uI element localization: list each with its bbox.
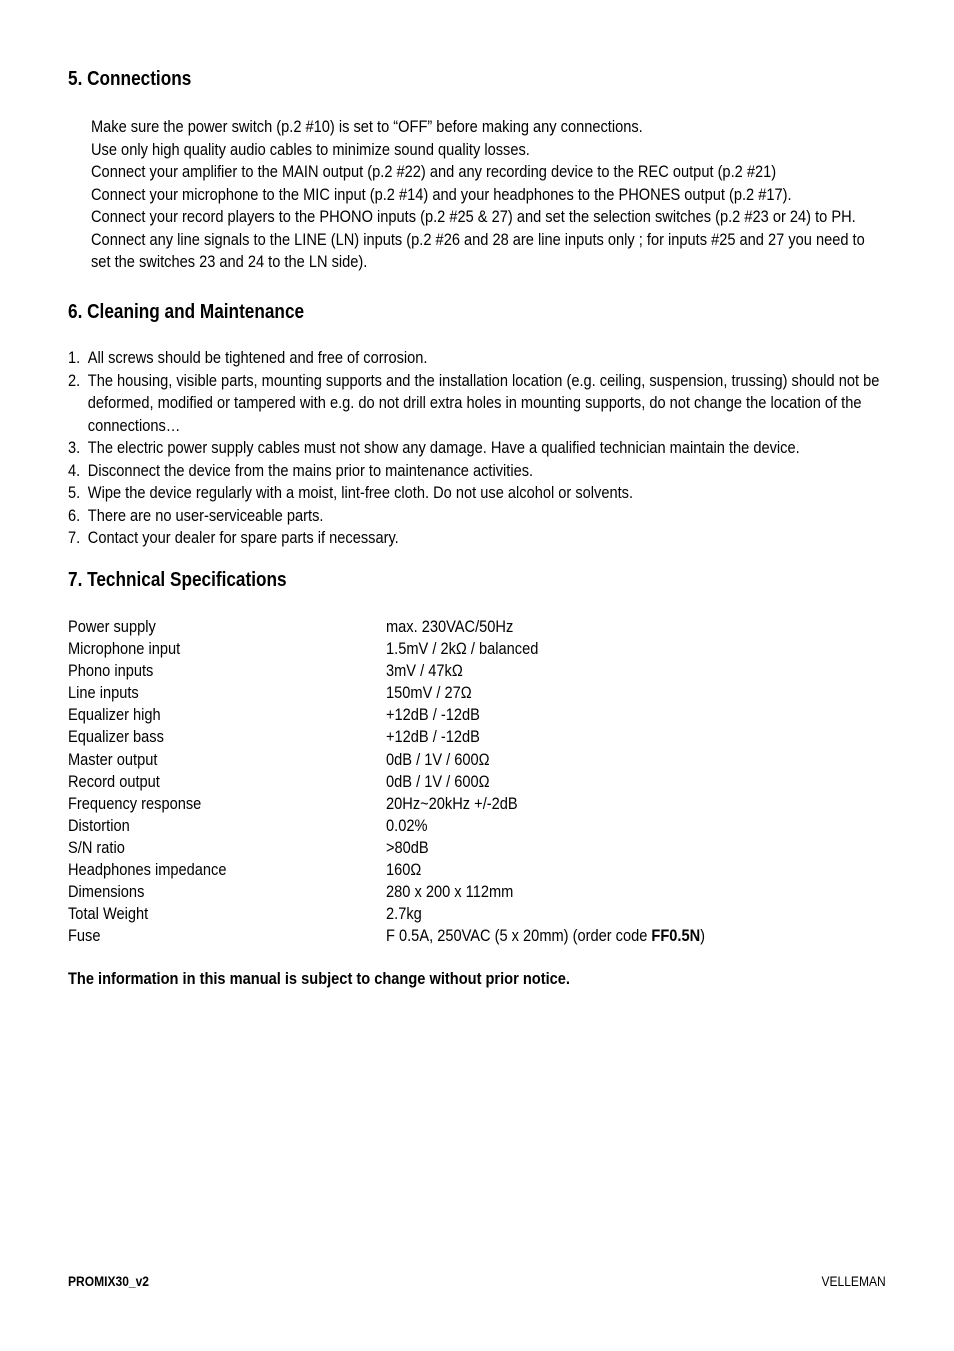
spec-value: 2.7kg: [386, 904, 422, 924]
change-notice: The information in this manual is subject to change without prior notice.: [68, 969, 570, 988]
spec-value-fuse: [386, 925, 705, 947]
spec-value: 280 x 200 x 112mm: [386, 882, 514, 902]
list-item-number: 5.: [68, 483, 81, 502]
list-item: [68, 460, 881, 483]
section-title-connections: 5. Connections: [68, 68, 192, 90]
spec-label: Equalizer bass: [68, 727, 164, 747]
spec-value: 0dB / 1V / 600Ω: [386, 771, 490, 791]
list-item-number: 3.: [68, 438, 81, 457]
spec-label: Line inputs: [68, 683, 139, 703]
list-item-text: Disconnect the device from the mains prior to maintenance activities.: [87, 460, 534, 480]
spec-row: [68, 660, 757, 682]
spec-value: 0dB / 1V / 600Ω: [386, 749, 490, 769]
list-item: [68, 505, 881, 528]
spec-label: Frequency response: [68, 793, 202, 813]
connections-body: [91, 116, 878, 274]
connections-line: Connect your amplifier to the MAIN output (p.2 #22) and any recording device to the REC output (p.2 #21): [91, 162, 777, 181]
list-item-number: 2.: [68, 370, 81, 390]
spec-label: Phono inputs: [68, 661, 154, 681]
list-item: [68, 370, 881, 438]
maintenance-list: [68, 347, 881, 550]
list-item-number: 6.: [68, 505, 81, 525]
spec-value: +12dB / -12dB: [386, 705, 480, 725]
list-item-text: Contact your dealer for spare parts if necessary.: [87, 528, 399, 547]
list-item-number: 4.: [68, 460, 81, 480]
spec-label: Distortion: [68, 815, 130, 835]
spec-label: Total Weight: [68, 904, 149, 924]
spec-label: Dimensions: [68, 882, 145, 902]
connections-line: Make sure the power switch (p.2 #10) is set to “OFF” before making any connections.: [91, 117, 643, 136]
list-item-number: 1.: [68, 348, 81, 367]
spec-row: [68, 881, 757, 903]
spec-table: [68, 616, 757, 947]
list-item: [68, 527, 881, 550]
spec-label: Headphones impedance: [68, 860, 227, 880]
connections-line: Connect your record players to the PHONO inputs (p.2 #25 & 27) and set the selection switches (p.2 #23 or 24) to PH.: [91, 207, 856, 226]
connections-line: Connect your microphone to the MIC input (p.2 #14) and your headphones to the PHONES output (p.2 #17).: [91, 184, 792, 204]
list-item: [68, 482, 881, 505]
spec-row: [68, 837, 757, 859]
spec-label: Master output: [68, 749, 158, 769]
spec-row: [68, 704, 757, 726]
spec-row: [68, 616, 757, 638]
list-item-text: There are no user-serviceable parts.: [87, 505, 324, 525]
list-item-text: All screws should be tightened and free of corrosion.: [87, 348, 428, 367]
list-item: [68, 437, 881, 460]
spec-label: Record output: [68, 771, 160, 791]
spec-row: [68, 638, 757, 660]
spec-value: 1.5mV / 2kΩ / balanced: [386, 639, 539, 659]
spec-row-fuse: [68, 925, 757, 947]
spec-value: 160Ω: [386, 860, 422, 880]
spec-value: 3mV / 47kΩ: [386, 661, 463, 681]
section-title-specs: 7. Technical Specifications: [68, 569, 287, 591]
list-item-text: The housing, visible parts, mounting supports and the installation location (e.g. ceiling, suspension, trussing) should not be deformed, modified or tampered with e.g. do not drill extra holes in mounting supports, do not change the location of the connections…: [87, 370, 880, 435]
spec-value: >80dB: [386, 837, 429, 857]
list-item: [68, 347, 881, 370]
spec-label: Microphone input: [68, 639, 181, 659]
spec-row: [68, 682, 757, 704]
list-item-text: Wipe the device regularly with a moist, lint-free cloth. Do not use alcohol or solvents.: [87, 483, 634, 502]
footer-brand: VELLEMAN: [821, 1273, 886, 1289]
spec-value: +12dB / -12dB: [386, 727, 480, 747]
footer-model: PROMIX30_v2: [68, 1273, 149, 1289]
spec-row: [68, 749, 757, 771]
spec-label: Power supply: [68, 617, 156, 636]
spec-row: [68, 903, 757, 925]
spec-row: [68, 793, 757, 815]
connections-line: Use only high quality audio cables to minimize sound quality losses.: [91, 139, 530, 159]
spec-value: 150mV / 27Ω: [386, 683, 472, 703]
section-title-maintenance: 6. Cleaning and Maintenance: [68, 301, 305, 323]
spec-value: max. 230VAC/50Hz: [386, 617, 514, 636]
spec-label: S/N ratio: [68, 837, 125, 857]
list-item-number: 7.: [68, 528, 81, 547]
spec-row: [68, 815, 757, 837]
spec-row: [68, 726, 757, 748]
spec-row: [68, 859, 757, 881]
spec-label: Fuse: [68, 926, 101, 946]
fuse-value-suffix: ): [700, 926, 706, 946]
fuse-value-prefix: F 0.5A, 250VAC (5 x 20mm) (order code: [386, 926, 652, 946]
fuse-order-code: FF0.5N: [651, 926, 701, 946]
connections-line: Connect any line signals to the LINE (LN) inputs (p.2 #26 and 28 are line inputs only ; for inputs #25 and 27 you need to set the switches 23 and 24 to the LN side).: [91, 229, 865, 271]
spec-value: 0.02%: [386, 815, 428, 835]
spec-label: Equalizer high: [68, 705, 161, 725]
list-item-text: The electric power supply cables must not show any damage. Have a qualified technician maintain the device.: [87, 438, 800, 457]
spec-value: 20Hz~20kHz +/-2dB: [386, 793, 518, 813]
spec-row: [68, 771, 757, 793]
